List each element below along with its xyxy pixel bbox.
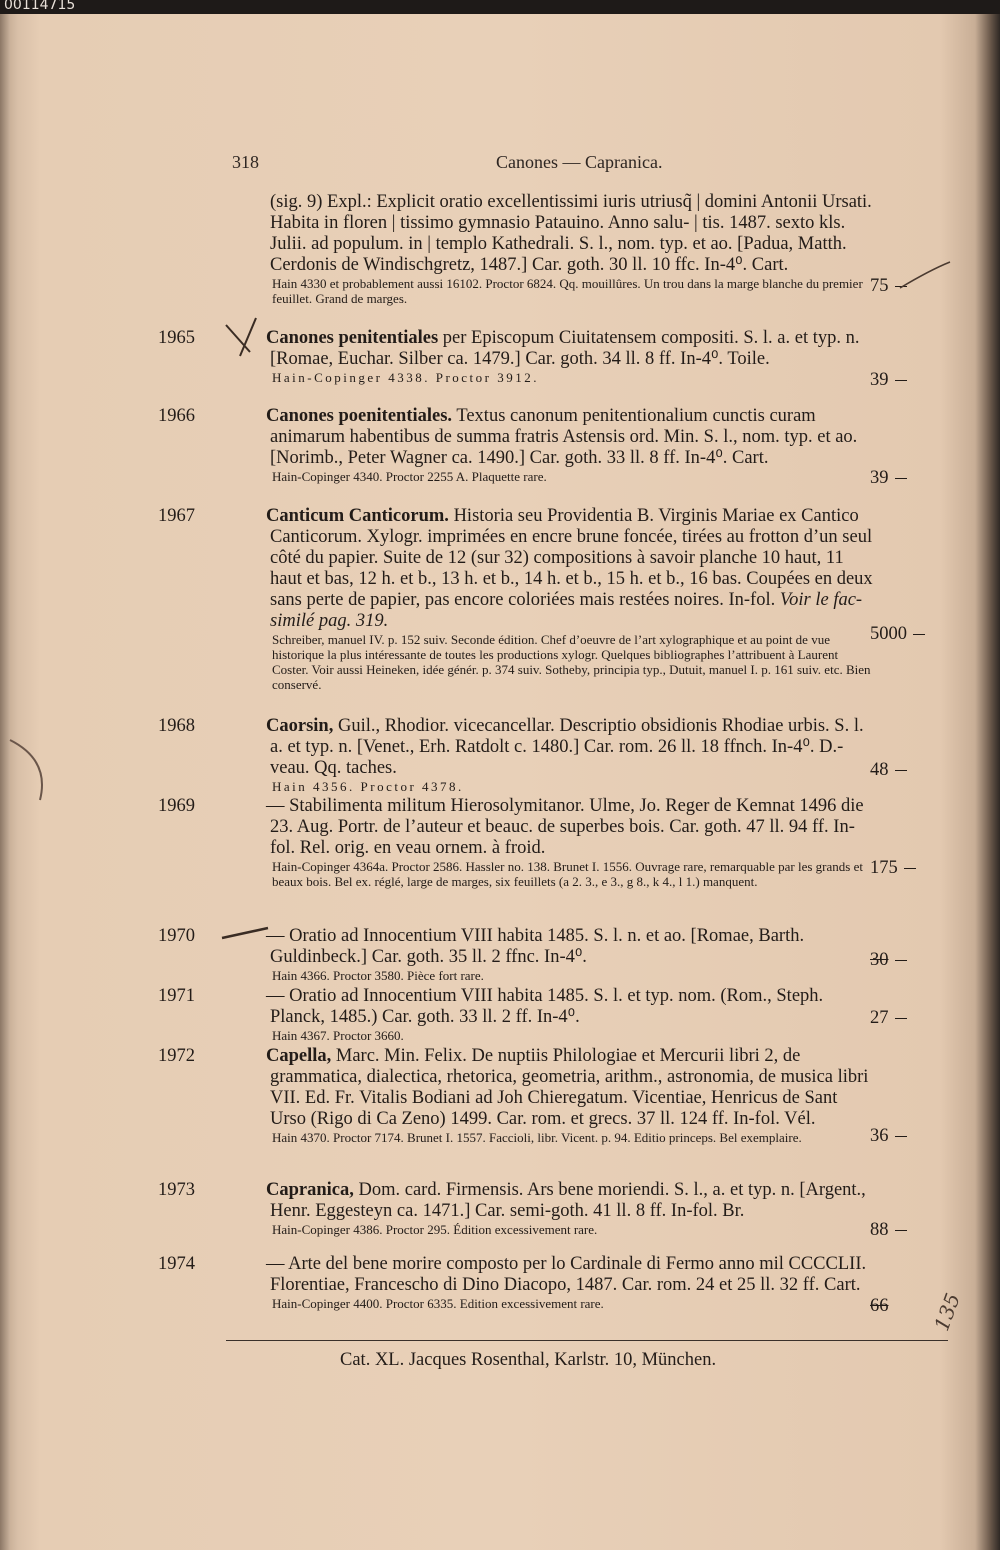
entry-heading: Capranica,	[266, 1180, 354, 1200]
page-number: 318	[232, 152, 259, 172]
entry-heading: Capella,	[266, 1046, 332, 1066]
entry-number: 1969	[158, 796, 195, 816]
entry-text: Historia seu Providentia B. Virginis Mariae ex Cantico Canticorum. Xylogr. imprimées en encre brune foncée, tirées au frotton d’un seul côté du papier. Suite de 12 (sur 32) compositions à savoir planche 10 haut, 11 haut et bas, 12 h. et b., 13 h. et b., 14 h. et b., 15 h. et b., 16 bas. Coupées en deux sans perte de papier, pas encore coloriées mais restées noires. In-fol.	[270, 506, 873, 610]
entry-note: Hain 4330 et probablement aussi 16102. Proctor 6824. Qq. mouillûres. Un trou dans la marge blanche du premier feuillet. Grand de marges.	[272, 276, 863, 306]
entry-text: — Oratio ad Innocentium VIII habita 1485. S. l. n. et ao. [Romae, Barth. Guldinbeck.] Car. goth. 35 ll. 2 ffnc. In-4⁰.	[266, 926, 805, 967]
catalogue-footer: Cat. XL. Jacques Rosenthal, Karlstr. 10, München.	[340, 1350, 717, 1370]
entry-number: 1970	[158, 926, 195, 946]
entry-note: Hain-Copinger 4338. Proctor 3912.	[272, 370, 540, 385]
entry-number: 1965	[158, 328, 195, 348]
entry-text: Guil., Rhodior. vicecancellar. Descriptio obsidionis Rhodiae urbis. S. l. a. et typ. n. [Venet., Erh. Ratdolt c. 1480.] Car. rom. 26 ll. 18 ffnch. In-4⁰. D.-veau. Qq. taches.	[270, 716, 864, 778]
entry-price: 5000	[870, 624, 940, 645]
entry-text: per Episcopum Ciuitatensem compositi. S. l. a. et typ. n. [Romae, Euchar. Silber ca. 1479.] Car. goth. 34 ll. 8 ff. In-4⁰. Toile.	[270, 328, 860, 369]
entry-note: Hain-Copinger 4340. Proctor 2255 A. Plaquette rare.	[272, 469, 547, 484]
entry-text: Dom. card. Firmensis. Ars bene moriendi. S. l., a. et typ. n. [Argent., Henr. Eggesteyn ca. 1471.] Car. semi-goth. 41 ll. 8 ff. In-fol. Br.	[270, 1180, 866, 1221]
entry-number: 1968	[158, 716, 195, 736]
entry-note: Hain 4370. Proctor 7174. Brunet I. 1557. Faccioli, libr. Vicent. p. 94. Editio princeps. Bel exemplaire.	[272, 1130, 802, 1145]
entry-note: Hain 4366. Proctor 3580. Pièce fort rare.	[272, 968, 484, 983]
entry-price: 48	[870, 760, 940, 781]
entry-price: 175	[870, 858, 940, 879]
entry-note: Hain-Copinger 4400. Proctor 6335. Edition excessivement rare.	[272, 1296, 604, 1311]
entry-note: Hain-Copinger 4364a. Proctor 2586. Hassler no. 138. Brunet I. 1556. Ouvrage rare, remarquable par les grands et beaux bois. Bel ex. réglé, large de marges, six feuillets (a 2. 3., e 3., g 8., k 4., l 1.) manquent.	[272, 859, 863, 889]
entry-number: 1972	[158, 1046, 195, 1066]
entry-price: 36	[870, 1126, 940, 1147]
entry-price: 39	[870, 370, 940, 391]
entry-number: 1974	[158, 1254, 195, 1274]
entry-number: 1973	[158, 1180, 195, 1200]
running-title: Canones — Capranica.	[496, 152, 663, 172]
entry-note: Schreiber, manuel IV. p. 152 suiv. Seconde édition. Chef d’oeuvre de l’art xylographique et au point de vue historique la plus intéressante de toutes les productions xylogr. Quelques bibliographes l’attribuent à Laurent Coster. Voir aussi Heineken, idée génér. p. 374 suiv. Sotheby, principia typ., Dutuit, manuel I. p. 161 suiv. etc. Bien conservé.	[272, 632, 871, 692]
entry-heading: Canones poenitentiales.	[266, 406, 453, 426]
entry-text: — Oratio ad Innocentium VIII habita 1485. S. l. et typ. nom. (Rom., Steph. Planck, 1485.) Car. goth. 33 ll. 2 ff. In-4⁰.	[266, 986, 824, 1027]
entry-number: 1966	[158, 406, 195, 426]
entry-price: 66	[870, 1296, 889, 1316]
entry-text: — Arte del bene morire composto per lo Cardinale di Fermo anno mil CCCCLII. Florentiae, Francescho di Dino Diacopo, 1487. Car. rom. 24 et 25 ll. 32 ff. Cart.	[266, 1254, 867, 1295]
entry-note: Hain-Copinger 4386. Proctor 295. Édition excessivement rare.	[272, 1222, 598, 1237]
entry-price: 88	[870, 1220, 940, 1241]
entry-text: — Stabilimenta militum Hierosolymitanor. Ulme, Jo. Reger de Kemnat 1496 die 23. Aug. Portr. de l’auteur et beauc. de superbes bois. Car. goth. 47 ll. 94 ff. In-fol. Rel. orig. en veau ornem. à froid.	[266, 796, 864, 858]
entry-text: Textus canonum penitentionalium cunctis curam animarum habentibus de summa fratris Astensis ord. Min. S. l., nom. typ. et ao. [Norimb., Peter Wagner ca. 1490.] Car. goth. 33 ll. 8 ff. In-4⁰. Cart.	[270, 406, 858, 468]
entry-heading: Canticum Canticorum.	[266, 506, 449, 526]
entry-price: 30	[870, 950, 940, 971]
entry-note: Hain 4367. Proctor 3660.	[272, 1028, 404, 1043]
handwritten-price: 135	[929, 1289, 965, 1335]
entry-number: 1967	[158, 506, 195, 526]
entry-price: 27	[870, 1008, 940, 1029]
entry-price: 75	[870, 276, 940, 297]
entry-price: 39	[870, 468, 940, 489]
entry-heading: Canones penitentiales	[266, 328, 439, 348]
scan-label: 00114715	[4, 0, 76, 13]
entry-heading: Caorsin,	[266, 716, 334, 736]
entry-text: Marc. Min. Felix. De nuptiis Philologiae et Mercurii libri 2, de grammatica, dialectica, rhetorica, geometria, arithm., astronomia, de musica libri VII. Ed. Fr. Vitalis Bodiani ad Joh Chieregatum. Vicentiae, Henricus de Sant Urso (Rigo di Ca Zeno) 1499. Car. rom. et grecs. 37 ll. 124 ff. In-fol. Vél.	[270, 1046, 869, 1129]
entry-text: (sig. 9) Expl.: Explicit oratio excellentissimi iuris utriusq̃ | domini Antonii Ursati. Habita in floren | tissimo gymnasio Patauino. Anno salu- | tis. 1487. sexto kls. Julii. ad populum. in | templo Kathedrali. S. l., nom. typ. et ao. [Padua, Matth. Cerdonis de Windischgretz, 1487.] Car. goth. 30 ll. 10 ffc. In-4⁰. Cart.	[270, 192, 872, 275]
entry-facsimile-ref: Voir le fac-similé pag. 319.	[270, 590, 863, 631]
entry-number: 1971	[158, 986, 195, 1006]
entry-note: Hain 4356. Proctor 4378.	[272, 779, 464, 794]
